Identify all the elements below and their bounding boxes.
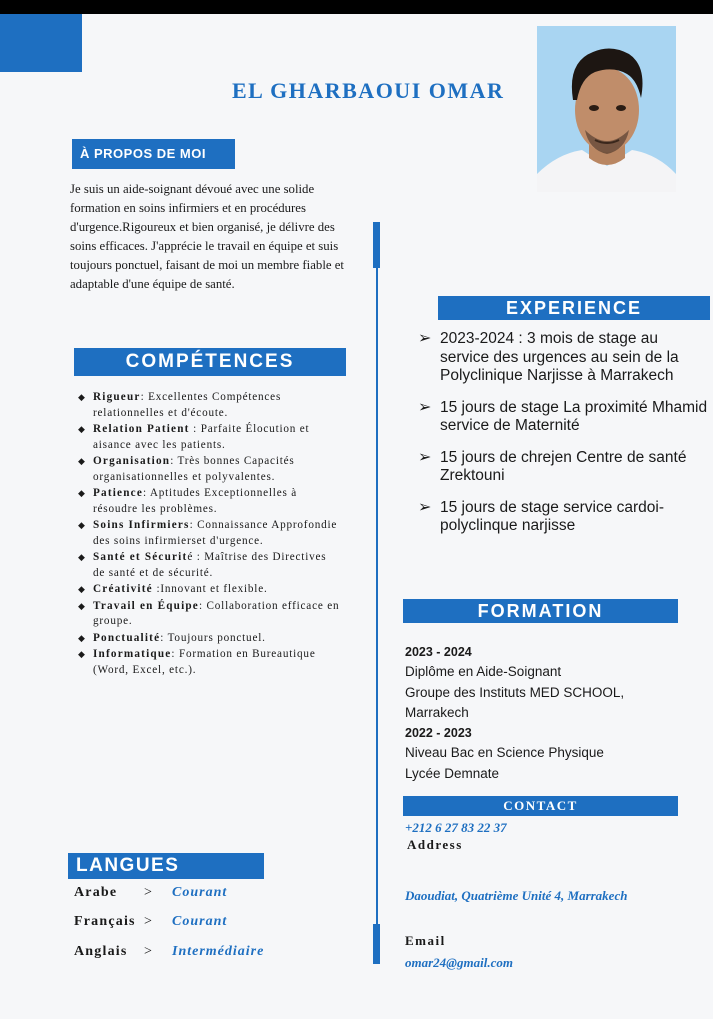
- arrow-bullet-icon: ➢: [418, 330, 432, 347]
- candidate-name: EL GHARBAOUI OMAR: [232, 78, 505, 103]
- divider-accent: [373, 924, 380, 964]
- bullet-icon: ◆: [78, 649, 86, 659]
- corner-accent-block: [0, 14, 82, 72]
- competences-heading: COMPÉTENCES: [74, 348, 346, 376]
- language-arrow: >: [144, 944, 152, 959]
- bullet-icon: ◆: [78, 552, 86, 562]
- bullet-icon: ◆: [78, 488, 86, 498]
- language-name: Anglais: [74, 944, 128, 959]
- bullet-icon: ◆: [78, 520, 86, 530]
- formation-year: 2023 - 2024: [405, 645, 472, 659]
- arrow-bullet-icon: ➢: [418, 448, 432, 466]
- bullet-icon: ◆: [78, 456, 86, 466]
- experience-item: ➢ 15 jours de chrejen Centre de santé Zrektouni: [418, 448, 687, 484]
- skill-item: ◆ Organisation: Très bonnes Capacités organisationnelles et polyvalentes.: [78, 455, 295, 483]
- language-level: Intermédiaire: [172, 944, 265, 959]
- skill-item: ◆ Rigueur: Excellentes Compétences relationnelles et d'écoute.: [78, 391, 282, 419]
- language-level: Courant: [172, 885, 228, 900]
- skills-list: [78, 390, 340, 679]
- skill-item: ◆ Informatique: Formation en Bureautique (Word, Excel, etc.).: [78, 648, 316, 676]
- arrow-bullet-icon: ➢: [418, 498, 432, 516]
- formation-line: Marrakech: [405, 704, 469, 720]
- langues-heading: LANGUES: [68, 853, 264, 879]
- experience-list: [418, 330, 708, 549]
- language-arrow: >: [144, 885, 152, 900]
- bullet-icon: ◆: [78, 632, 86, 643]
- about-heading: À PROPOS DE MOI: [72, 139, 235, 169]
- arrow-bullet-icon: ➢: [418, 398, 432, 416]
- address-label: Address: [407, 837, 463, 852]
- skill-item: ◆ Santé et Sécurité : Maîtrise des Directives de santé et de sécurité.: [78, 551, 327, 579]
- skill-item: ◆ Patience: Aptitudes Exceptionnelles à résoudre les problèmes.: [78, 487, 297, 515]
- language-name: Français: [74, 914, 136, 929]
- about-text: Je suis un aide-soignant dévoué avec une solide formation en soins infirmiers et en procédures d'urgence.Rigoureux et bien organisé, je délivre des soins efficaces. J'apprécie le travail en équipe et suis toujours ponctuel, faisant de moi un membre fiable et adaptable d'une équipe de santé.: [70, 182, 344, 291]
- contact-phone[interactable]: +212 6 27 83 22 37: [405, 820, 507, 835]
- contact-email[interactable]: omar24@gmail.com: [405, 955, 513, 970]
- formation-year: 2022 - 2023: [405, 726, 472, 741]
- bullet-icon: ◆: [78, 600, 86, 611]
- experience-heading: EXPERIENCE: [438, 296, 710, 320]
- contact-address: Daoudiat, Quatrième Unité 4, Marrakech: [405, 888, 628, 903]
- formation-line: Groupe des Instituts MED SCHOOL,: [405, 684, 625, 700]
- skill-item: ◆ Travail en Équipe: Collaboration efficace en groupe.: [78, 599, 340, 627]
- contact-heading: CONTACT: [403, 796, 678, 816]
- column-divider: [376, 222, 378, 962]
- profile-photo-illustration: [537, 26, 676, 192]
- profile-photo: [537, 26, 676, 192]
- bullet-icon: ◆: [78, 392, 86, 402]
- language-name: Arabe: [74, 885, 118, 900]
- experience-item: ➢ 15 jours de stage La proximité Mhamid service de Maternité: [418, 398, 708, 434]
- divider-accent: [373, 222, 380, 268]
- email-label: Email: [405, 933, 446, 948]
- formation-line: Niveau Bac en Science Physique: [405, 745, 604, 761]
- bullet-icon: ◆: [78, 584, 86, 594]
- skill-item: ◆ Soins Infirmiers: Connaissance Approfondie des soins infirmierset d'urgence.: [78, 519, 338, 547]
- skill-item: ◆ Ponctualité: Toujours ponctuel.: [78, 631, 340, 647]
- bullet-icon: ◆: [78, 424, 86, 434]
- language-level: Courant: [172, 914, 228, 929]
- skill-item: ◆ Relation Patient : Parfaite Élocution et aisance avec les patients.: [78, 423, 310, 451]
- experience-item: ➢ 2023-2024 : 3 mois de stage au service des urgences au sein de la Polyclinique Narjisse à Marrakech: [418, 330, 679, 384]
- formation-block: [405, 642, 695, 784]
- formation-heading: FORMATION: [403, 599, 678, 623]
- formation-line: Lycée Demnate: [405, 765, 500, 781]
- experience-item: ➢ 15 jours de stage service cardoi-polyclinque narjisse: [418, 498, 665, 534]
- top-bar: [0, 0, 713, 14]
- skill-item: ◆ Créativité :Innovant et flexible.: [78, 582, 340, 598]
- language-arrow: >: [144, 914, 152, 929]
- formation-line: Diplôme en Aide-Soignant: [405, 664, 562, 680]
